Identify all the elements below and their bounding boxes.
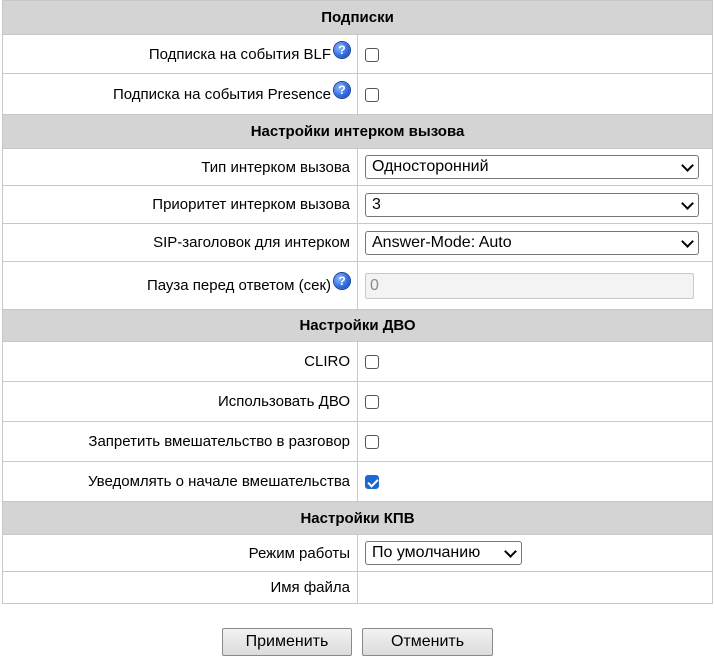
forbid-intrusion-label: Запретить вмешательство в разговор bbox=[3, 422, 358, 462]
cancel-button[interactable]: Отменить bbox=[362, 628, 493, 656]
forbid-intrusion-checkbox[interactable] bbox=[365, 435, 379, 449]
cliro-checkbox[interactable] bbox=[365, 355, 379, 369]
help-icon[interactable]: ? bbox=[334, 273, 350, 289]
work-mode-label: Режим работы bbox=[3, 535, 358, 572]
intercom-type-select[interactable] bbox=[365, 155, 699, 179]
blf-subscription-label: Подписка на события BLF bbox=[148, 45, 331, 63]
chevron-down-icon bbox=[681, 235, 694, 248]
chevron-down-icon bbox=[681, 159, 694, 172]
intercom-priority-value: 3 bbox=[372, 195, 381, 213]
sip-header-label: SIP-заголовок для интерком bbox=[3, 224, 358, 262]
intercom-priority-label: Приоритет интерком вызова bbox=[3, 186, 358, 224]
use-dvo-label: Использовать ДВО bbox=[3, 382, 358, 422]
work-mode-value: По умолчанию bbox=[372, 544, 481, 561]
answer-pause-label: Пауза перед ответом (сек) bbox=[146, 277, 331, 294]
sip-header-value: Answer-Mode: Auto bbox=[372, 233, 512, 251]
sip-header-select[interactable] bbox=[365, 231, 699, 255]
help-icon[interactable]: ? bbox=[334, 82, 350, 98]
presence-subscription-checkbox[interactable] bbox=[365, 88, 379, 102]
use-dvo-checkbox[interactable] bbox=[365, 395, 379, 409]
notify-intrusion-checkbox[interactable] bbox=[365, 475, 379, 489]
intercom-type-value: Односторонний bbox=[372, 158, 489, 175]
section-header-subscriptions: Подписки bbox=[3, 1, 713, 35]
cliro-label: CLIRO bbox=[3, 342, 358, 382]
answer-pause-input: 0 bbox=[365, 273, 694, 299]
help-icon[interactable]: ? bbox=[334, 42, 350, 58]
row-label bbox=[3, 74, 358, 115]
chevron-down-icon bbox=[504, 545, 517, 558]
section-header-intercom: Настройки интерком вызова bbox=[3, 115, 713, 149]
filename-value bbox=[358, 572, 713, 604]
chevron-down-icon bbox=[681, 197, 694, 210]
filename-label: Имя файла bbox=[3, 572, 358, 604]
row-label bbox=[3, 35, 358, 74]
blf-subscription-checkbox[interactable] bbox=[365, 48, 379, 62]
section-header-dvo: Настройки ДВО bbox=[3, 310, 713, 342]
intercom-type-label: Тип интерком вызова bbox=[3, 149, 358, 186]
section-header-kpv: Настройки КПВ bbox=[3, 502, 713, 535]
presence-subscription-label: Подписка на события Presence bbox=[112, 85, 331, 103]
settings-table bbox=[2, 0, 713, 604]
apply-button[interactable]: Применить bbox=[222, 628, 352, 656]
row-label bbox=[3, 262, 358, 310]
intercom-priority-select[interactable] bbox=[365, 193, 699, 217]
work-mode-select[interactable] bbox=[365, 541, 522, 565]
notify-intrusion-label: Уведомлять о начале вмешательства bbox=[3, 462, 358, 502]
